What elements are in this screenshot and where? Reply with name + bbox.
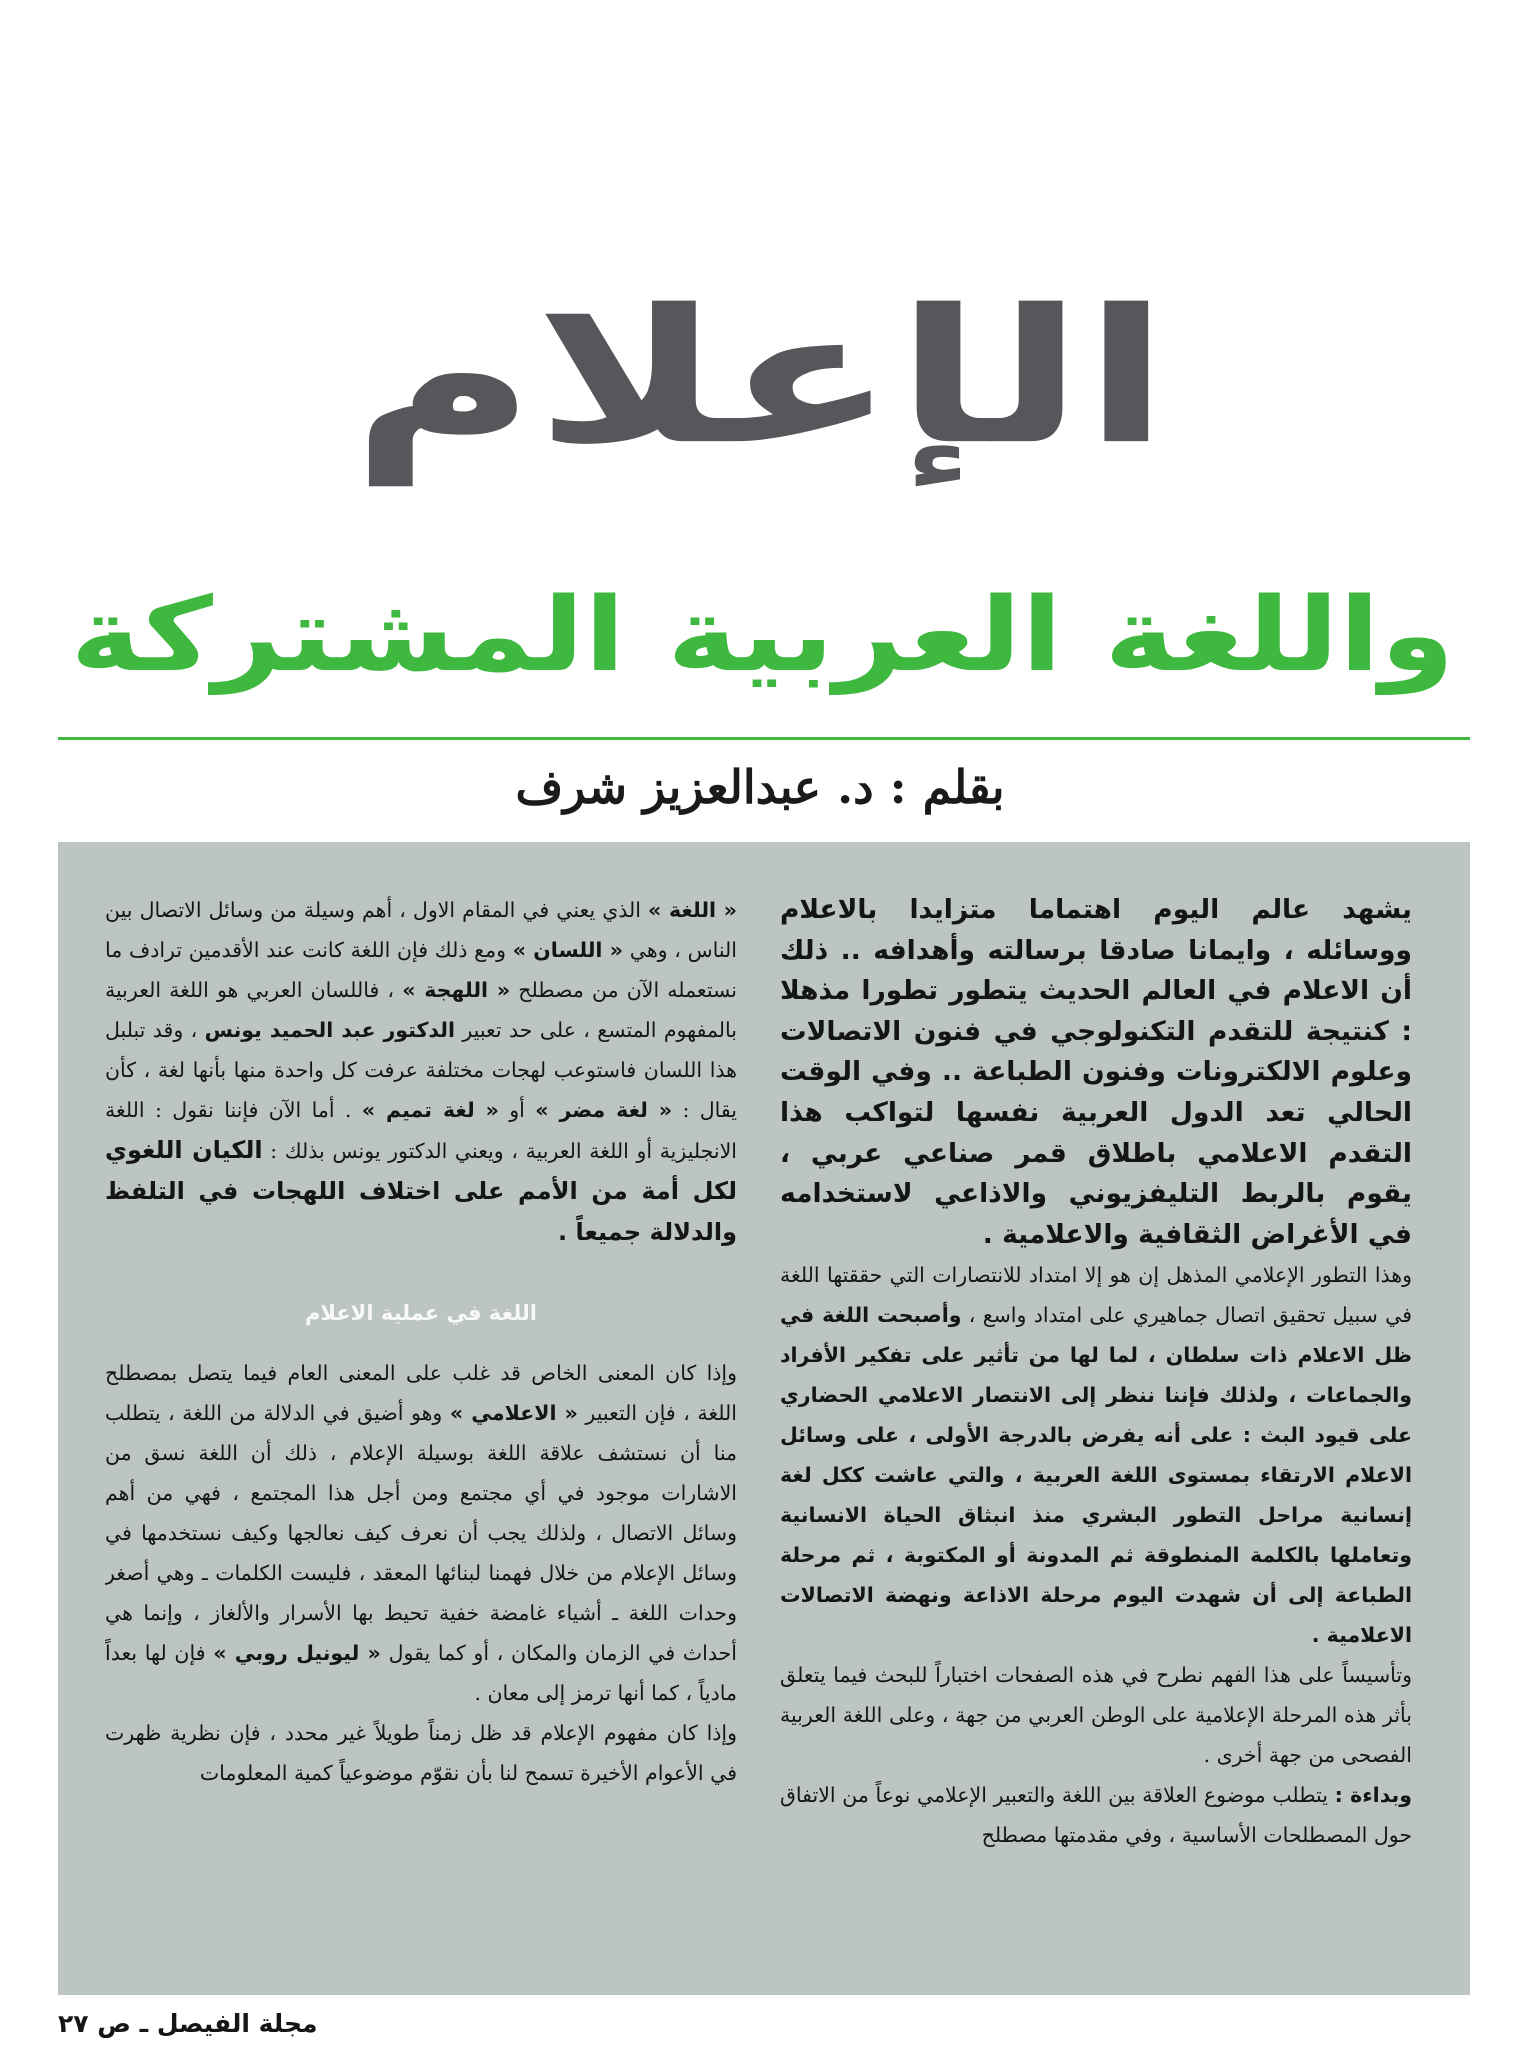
paragraph-emphasis: وأصبحت اللغة في ظل الاعلام ذات سلطان ، لما لها من تأثير على تفكير الأفراد والجماعات ، ولذلك فإننا ننظر إلى الانتصار الاعلامي الحضاري على قيود البث : على أنه يفرض بالدرجة الأولى ، على وسائل الاعلام الارتقاء بمستوى اللغة العربية ، والتي عاشت ككل لغة إنسانية مراحل التطور البشري منذ انبثاق الحياة الانسانية وتعاملها بالكلمة المنطوقة ثم المدونة أو المكتوبة ، ثم مرحلة الطباعة إلى أن شهدت اليوم مرحلة الاذاعة ونهضة الاتصالات الاعلامية . [780, 1303, 1412, 1648]
term-highlight: « ليونيل روبي » [213, 1641, 381, 1665]
lead-paragraph: يشهد عالم اليوم اهتماما متزايدا بالاعلام ووسائله ، وايمانا صادقا برسالته وأهدافه .. ذلك أن الاعلام في العالم الحديث يتطور تطورا مذهلا : كنتيجة للتقدم التكنولوجي في فنون الاتصالات وعلوم الالكترونات وفنون الطباعة .. وفي الوقت الحالي تعد الدول العربية نفسها لتواكب هذا التقدم الاعلامي باطلاق قمر صناعي عربي ، يقوم بالربط التليفزيوني والاذاعي لاستخدامه في الأغراض الثقافية والاعلامية . [780, 894, 1412, 1250]
paragraph: وإذا كان مفهوم الإعلام قد ظل زمناً طويلاً غير محدد ، فإن نظرية ظهرت في الأعوام الأخيرة تسمح لنا بأن نقوّم موضوعياً كمية المعلومات [105, 1721, 737, 1785]
paragraph-text: أو [498, 1098, 536, 1122]
term-highlight: « لغة مضر » [535, 1098, 673, 1122]
paragraph-text: يتطلب موضوع العلاقة بين اللغة والتعبير الإعلامي نوعاً من الاتفاق حول المصطلحات الأساسية ، وفي مقدمتها مصطلح [780, 1783, 1412, 1848]
paragraph [780, 1255, 1412, 1655]
paragraph [105, 890, 737, 1253]
term-highlight: « اللغة » [648, 898, 737, 922]
author-byline: بقلم : د. عبدالعزيز شرف [515, 760, 1005, 814]
paragraph-text: الذي يعني في المقام الاول ، أهم وسيلة من وسائل الاتصال بين الناس ، وهي [105, 898, 737, 962]
paragraph-text: وإذا كان المعنى الخاص قد غلب على المعنى العام فيما يتصل بمصطلح اللغة ، فإن التعبير [105, 1361, 737, 1425]
term-highlight: الدكتور عبد الحميد يونس [204, 1018, 455, 1042]
article-column-left [105, 890, 737, 1980]
paragraph-text: وهذا التطور الإعلامي المذهل إن هو إلا امتداد للانتصارات التي حققتها اللغة في سبيل تحقيق اتصال جماهيري على امتداد واسع ، [780, 1263, 1412, 1328]
paragraph-text: . أما الآن فإننا نقول : اللغة الانجليزية أو اللغة العربية ، ويعني الدكتور يونس بذلك : [105, 1098, 737, 1163]
term-highlight: « لغة تميم » [361, 1098, 499, 1122]
term-highlight: « اللسان » [512, 938, 624, 962]
paragraph-text: وهو أضيق في الدلالة من اللغة ، يتطلب منا أن نستشف علاقة اللغة بوسيلة الإعلام ، ذلك أن اللغة نسق من الاشارات موجود في أي مجتمع ومن أجل هذا المجتمع ، فهي من أهم وسائل الاتصال ، ولذلك يجب أن نعرف كيف نعالجها وكيف نستخدمها في وسائل الإعلام من خلال فهمنا لبنائها المعقد ، فليست الكلمات ـ وهي أصغر وحدات اللغة ـ أشياء غامضة خفية تحيط بها الأسرار والألغاز ، وإنما هي أحداث في الزمان والمكان ، أو كما يقول [105, 1401, 737, 1665]
article-title-main: الإعلام [351, 269, 1170, 485]
paragraph-emphasis: وبداءة : [1334, 1783, 1412, 1808]
paragraph-text: ، وقد تبلبل هذا اللسان فاستوعب لهجات مختلفة عرفت كل واحدة منها بأنها لغة ، كأن يقال : [105, 1018, 737, 1122]
section-subheading: اللغة في عملية الاعلام [305, 1301, 537, 1325]
paragraph-text: فإن لها بعداً مادياً ، كما أنها ترمز إلى معان . [105, 1641, 737, 1705]
term-highlight: « الاعلامي » [449, 1401, 578, 1425]
paragraph [780, 1775, 1412, 1855]
article-title-subtitle: واللغة العربية المشتركة [70, 576, 1455, 695]
page-footer: مجلة الفيصل ـ ص ٢٧ [58, 2009, 318, 2038]
paragraph-text: ، فاللسان العربي هو اللغة العربية بالمفهوم المتسع ، على حد تعبير [105, 978, 737, 1042]
paragraph-emphasis: الكيان اللغوي لكل أمة من الأمم على اختلاف اللهجات في التلفظ والدلالة جميعاً . [105, 1136, 737, 1246]
paragraph: وتأسيساً على هذا الفهم نطرح في هذه الصفحات اختباراً للبحث فيما يتعلق بأثر هذه المرحلة الإعلامية على الوطن العربي من جهة ، وعلى اللغة العربية الفصحى من جهة أخرى . [780, 1663, 1412, 1768]
paragraph-text: ومع ذلك فإن اللغة كانت عند الأقدمين ترادف ما نستعمله الآن من مصطلح [105, 938, 737, 1002]
paragraph [105, 1353, 737, 1713]
title-divider [58, 737, 1470, 740]
term-highlight: « اللهجة » [402, 978, 511, 1002]
article-column-right [780, 890, 1412, 1980]
